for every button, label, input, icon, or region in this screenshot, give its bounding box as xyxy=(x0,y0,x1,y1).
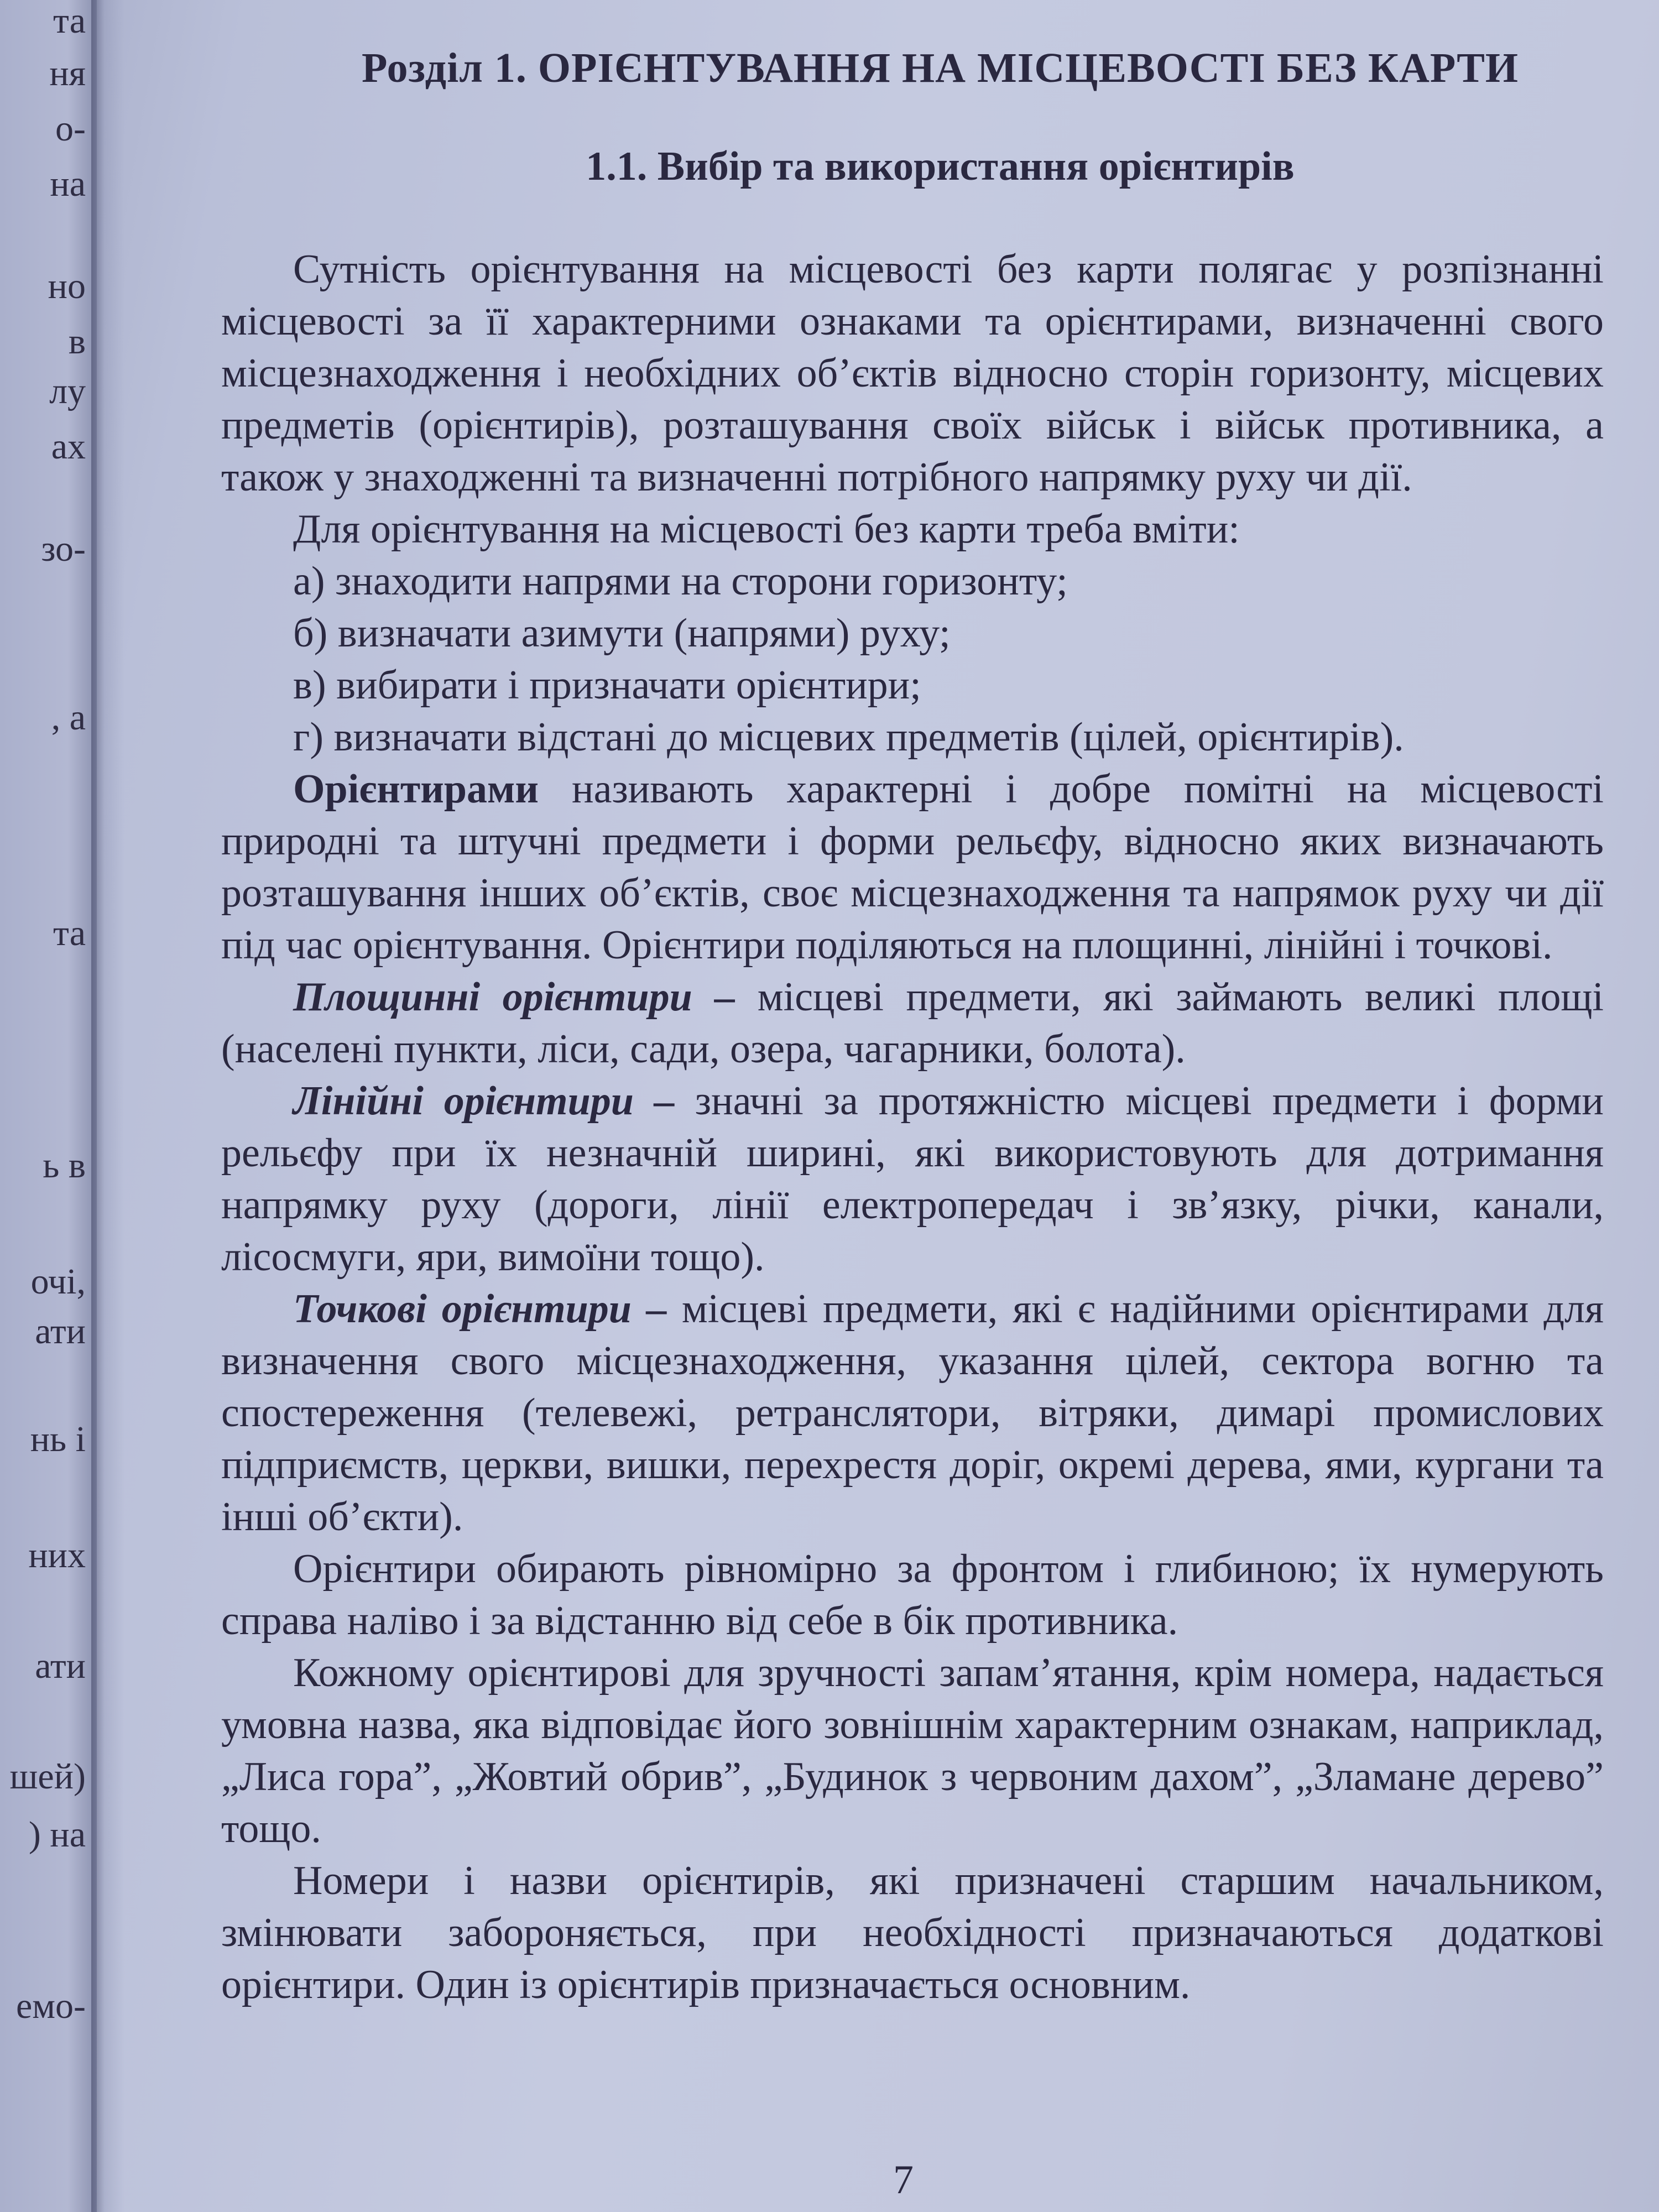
left-page-fragment: на xyxy=(50,164,86,204)
paragraph-essence: Сутність орієнтування на місцевості без карти полягає у розпізнанні місцевості за її характерними ознаками та орієнтирами, визначенні свого місцезнаходження і необхідних об’єктів відносно сторін горизонту, місцевих предметів (орієнтирів), розташування своїх військ і військ противника, а також у знаходженні та визначенні потрібного напрямку руху чи дії. xyxy=(221,247,1604,500)
left-page-fragment: ати xyxy=(35,1646,86,1686)
left-page-fragment: , а xyxy=(51,697,86,738)
subsection-title: 1.1. Вибір та використання орієнтирів xyxy=(586,144,1295,189)
paragraph-skills-intro: Для орієнтування на місцевості без карти треба вміти: xyxy=(293,507,1240,552)
list-item: г) визначати відстані до місцевих предметів (цілей, орієнтирів). xyxy=(293,714,1404,760)
paragraph-text: значні за протяжністю місцеві предмети і форми рельєфу при їх незначній ширині, які використовують для дотримання напрямку руху (дороги, лінії електропередач і зв’язку, річки, канали, лісосмуги, яри, вимоїни тощо). xyxy=(221,1078,1604,1280)
left-page-fragment: но xyxy=(48,266,86,306)
left-page-fragment: очі, xyxy=(30,1261,86,1302)
left-page-fragment: о- xyxy=(55,108,86,149)
paragraph-point-landmarks xyxy=(221,1283,1604,1543)
left-page-fragment: в xyxy=(68,321,86,362)
book-gutter xyxy=(91,0,124,2212)
list-item: в) вибирати і призначати орієнтири; xyxy=(293,662,921,708)
paragraph-linear-landmarks xyxy=(221,1075,1604,1283)
paragraph-naming: Кожному орієнтирові для зручності запам’ятання, крім номера, надається умовна назва, яка відповідає його зовнішнім характерним ознакам, наприклад, „Лиса гора”, „Жовтий обрив”, „Будинок з червоним дахом”, „Зламане дерево” тощо. xyxy=(221,1650,1604,1851)
left-page-fragment: та xyxy=(53,1,86,41)
paragraph-area-landmarks xyxy=(221,971,1604,1075)
paragraph-numbering: Номери і назви орієнтирів, які призначені старшим начальником, змінювати забороняється, при необхідності призначаються додаткові орієнтири. Один із орієнтирів призначається основним. xyxy=(221,1858,1604,2007)
paragraph-text: називають характерні і добре помітні на місцевості природні та штучні предмети і форми рельєфу, відносно яких визначають розташування інших об’єктів, своє місцезнаходження та напрямок руху чи дії під час орієнтування. Орієнтири поділяються на площинні, лінійні і точкові. xyxy=(221,766,1604,968)
term-linear-landmarks: Лінійні орієнтири – xyxy=(293,1078,675,1124)
page-body xyxy=(221,44,1604,2011)
page-number: 7 xyxy=(893,2157,914,2203)
paragraph-text: місцеві предмети, які є надійними орієнтирами для визначення свого місцезнаходження, указання цілей, сектора вогню та спостереження (телевежі, ретранслятори, вітряки, димарі промислових підприємств, церкви, вишки, перехрестя доріг, окремі дерева, ями, кургани та інші об’єкти). xyxy=(221,1286,1604,1540)
paragraph-selection: Орієнтири обирають рівномірно за фронтом і глибиною; їх нумерують справа наліво і за відстанню від себе в бік противника. xyxy=(221,1546,1604,1644)
left-page-fragment: та xyxy=(53,913,86,953)
list-item: а) знаходити напрями на сторони горизонту; xyxy=(293,559,1068,604)
left-page-fragment: ) на xyxy=(28,1814,86,1855)
term-landmarks: Орієнтирами xyxy=(293,766,539,812)
left-page-fragment: них xyxy=(28,1535,86,1575)
section-title: Розділ 1. ОРІЄНТУВАННЯ НА МІСЦЕВОСТІ БЕЗ КАРТИ xyxy=(361,45,1519,91)
left-page-fragment: емо- xyxy=(15,1986,86,2026)
left-page-fragment: ах xyxy=(51,426,86,467)
left-page-fragment: нь і xyxy=(30,1419,86,1459)
paragraph-text: місцеві предмети, які займають великі площі (населені пункти, ліси, сади, озера, чагарники, болота). xyxy=(221,974,1604,1072)
term-point-landmarks: Точкові орієнтири – xyxy=(293,1286,667,1332)
left-page-fragment: ати xyxy=(35,1311,86,1352)
left-page-fragment: лу xyxy=(49,371,86,411)
left-page-fragment: зо- xyxy=(41,529,86,569)
left-page-edge xyxy=(0,0,97,2212)
left-page-fragment: шей) xyxy=(9,1756,86,1797)
left-page-fragment: ь в xyxy=(43,1145,86,1186)
paragraph-landmarks-definition xyxy=(221,763,1604,971)
left-page-fragment: ня xyxy=(49,53,86,93)
term-area-landmarks: Площинні орієнтири – xyxy=(293,974,735,1020)
list-item: б) визначати азимути (напрями) руху; xyxy=(293,611,951,656)
